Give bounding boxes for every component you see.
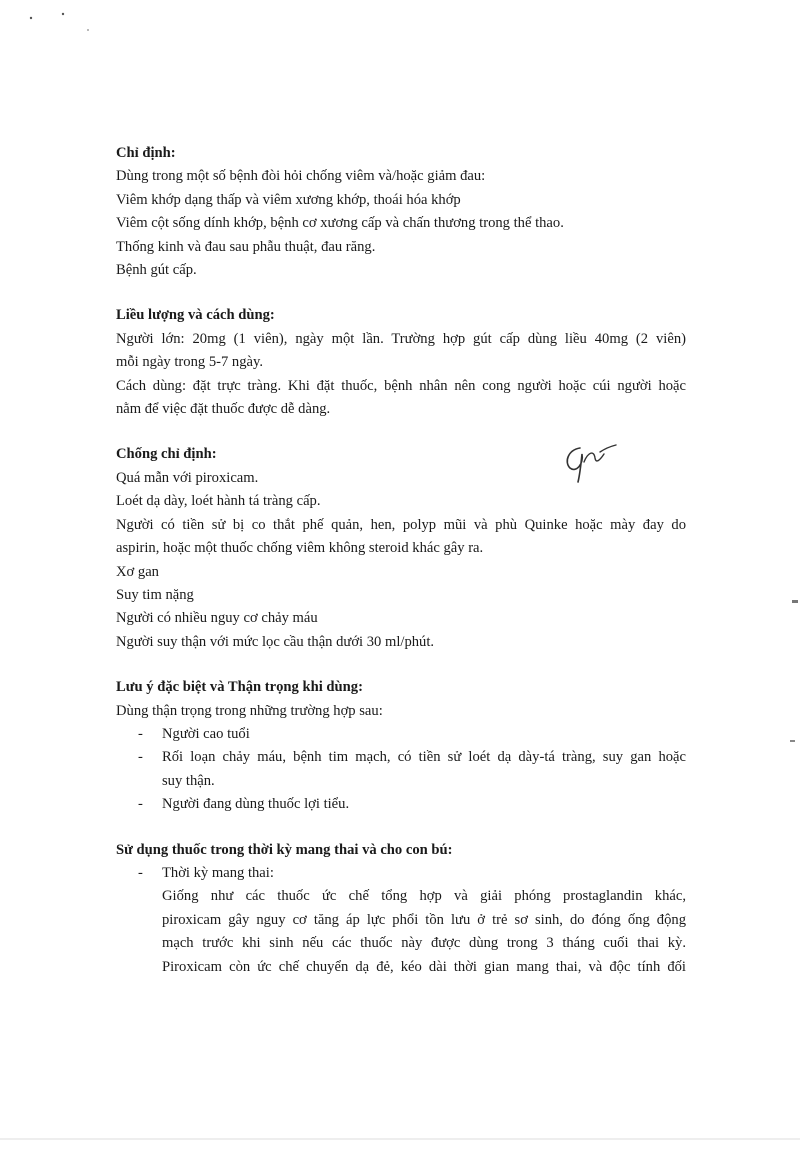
text-line: Viêm khớp dạng thấp và viêm xương khớp, thoái hóa khớp xyxy=(116,191,461,208)
text-line: Người suy thận với mức lọc cầu thận dưới 30 ml/phút. xyxy=(116,633,435,650)
section-lieu-luong xyxy=(116,304,686,421)
text-line: Người có tiền sử bị co thắt phế quản, hen, polyp mũi và phù Quinke hoặc mày đay do xyxy=(116,516,686,533)
bullet-dash: - xyxy=(138,725,143,742)
text-line: suy thận. xyxy=(162,772,215,789)
text-line: nằm để việc đặt thuốc được dễ dàng. xyxy=(116,401,331,418)
text-line: Người có nhiều nguy cơ chảy máu xyxy=(116,610,318,627)
text-line: mạch trước khi sinh nếu các thuốc này được dùng trong 3 tháng cuối thai kỳ. xyxy=(162,935,686,952)
text-line: Dùng trong một số bệnh đòi hỏi chống viêm và/hoặc giảm đau: xyxy=(116,168,486,185)
text-line: Suy tim nặng xyxy=(116,586,194,603)
bullet-dash: - xyxy=(138,796,143,813)
list-item xyxy=(116,723,686,746)
document-body xyxy=(116,142,686,1001)
bullet-dash: - xyxy=(138,864,143,881)
text-line: Bệnh gút cấp. xyxy=(116,262,197,279)
list-item-text: Người cao tuổi xyxy=(162,725,250,742)
text-line: Quá mẫn với piroxicam. xyxy=(116,469,259,486)
pregnancy-paragraph xyxy=(116,885,686,979)
text-line: mỗi ngày trong 5-7 ngày. xyxy=(116,354,263,371)
heading-luu-y: Lưu ý đặc biệt và Thận trọng khi dùng: xyxy=(116,679,363,696)
heading-chong-chi-dinh: Chống chỉ định: xyxy=(116,446,217,463)
list-item xyxy=(116,746,686,793)
text-line: Người lớn: 20mg (1 viên), ngày một lần. Trường hợp gút cấp dùng liều 40mg (2 viên) xyxy=(116,330,686,347)
heading-lieu-luong: Liều lượng và cách dùng: xyxy=(116,307,275,324)
section-mang-thai xyxy=(116,839,686,979)
text-line: Giống như các thuốc ức chế tổng hợp và giải phóng prostaglandin khác, xyxy=(162,888,686,905)
list-item-text: Thời kỳ mang thai: xyxy=(162,864,274,881)
text-line: Piroxicam còn ức chế chuyển dạ đẻ, kéo dài thời gian mang thai, và độc tính đối xyxy=(162,958,686,975)
list-item-text xyxy=(162,746,686,793)
text-line: piroxicam gây nguy cơ tăng áp lực phổi tồn lưu ở trẻ sơ sinh, do đóng ống động xyxy=(162,911,686,928)
handwritten-initials xyxy=(560,440,620,485)
heading-mang-thai: Sử dụng thuốc trong thời kỳ mang thai và cho con bú: xyxy=(116,841,453,858)
text-line: aspirin, hoặc một thuốc chống viêm không steroid khác gây ra. xyxy=(116,540,484,557)
list-item-text: Người đang dùng thuốc lợi tiểu. xyxy=(162,796,350,813)
bullet-dash: - xyxy=(138,749,143,766)
text-line: Thống kinh và đau sau phẫu thuật, đau răng. xyxy=(116,238,376,255)
text-line: Dùng thận trọng trong những trường hợp sau: xyxy=(116,702,383,719)
text-line: Viêm cột sống dính khớp, bệnh cơ xương cấp và chấn thương trong thể thao. xyxy=(116,215,564,232)
text-line: Cách dùng: đặt trực tràng. Khi đặt thuốc, bệnh nhân nên cong người hoặc cúi người hoặc xyxy=(116,377,686,394)
section-chi-dinh xyxy=(116,142,686,282)
heading-chi-dinh: Chỉ định: xyxy=(116,145,176,161)
section-luu-y xyxy=(116,676,686,816)
text-line: Loét dạ dày, loét hành tá tràng cấp. xyxy=(116,493,321,510)
list-item xyxy=(116,862,686,885)
text-line: Xơ gan xyxy=(116,563,159,580)
list-item xyxy=(116,793,686,816)
text-line: Rối loạn chảy máu, bệnh tim mạch, có tiền sử loét dạ dày-tá tràng, suy gan hoặc xyxy=(162,749,686,766)
